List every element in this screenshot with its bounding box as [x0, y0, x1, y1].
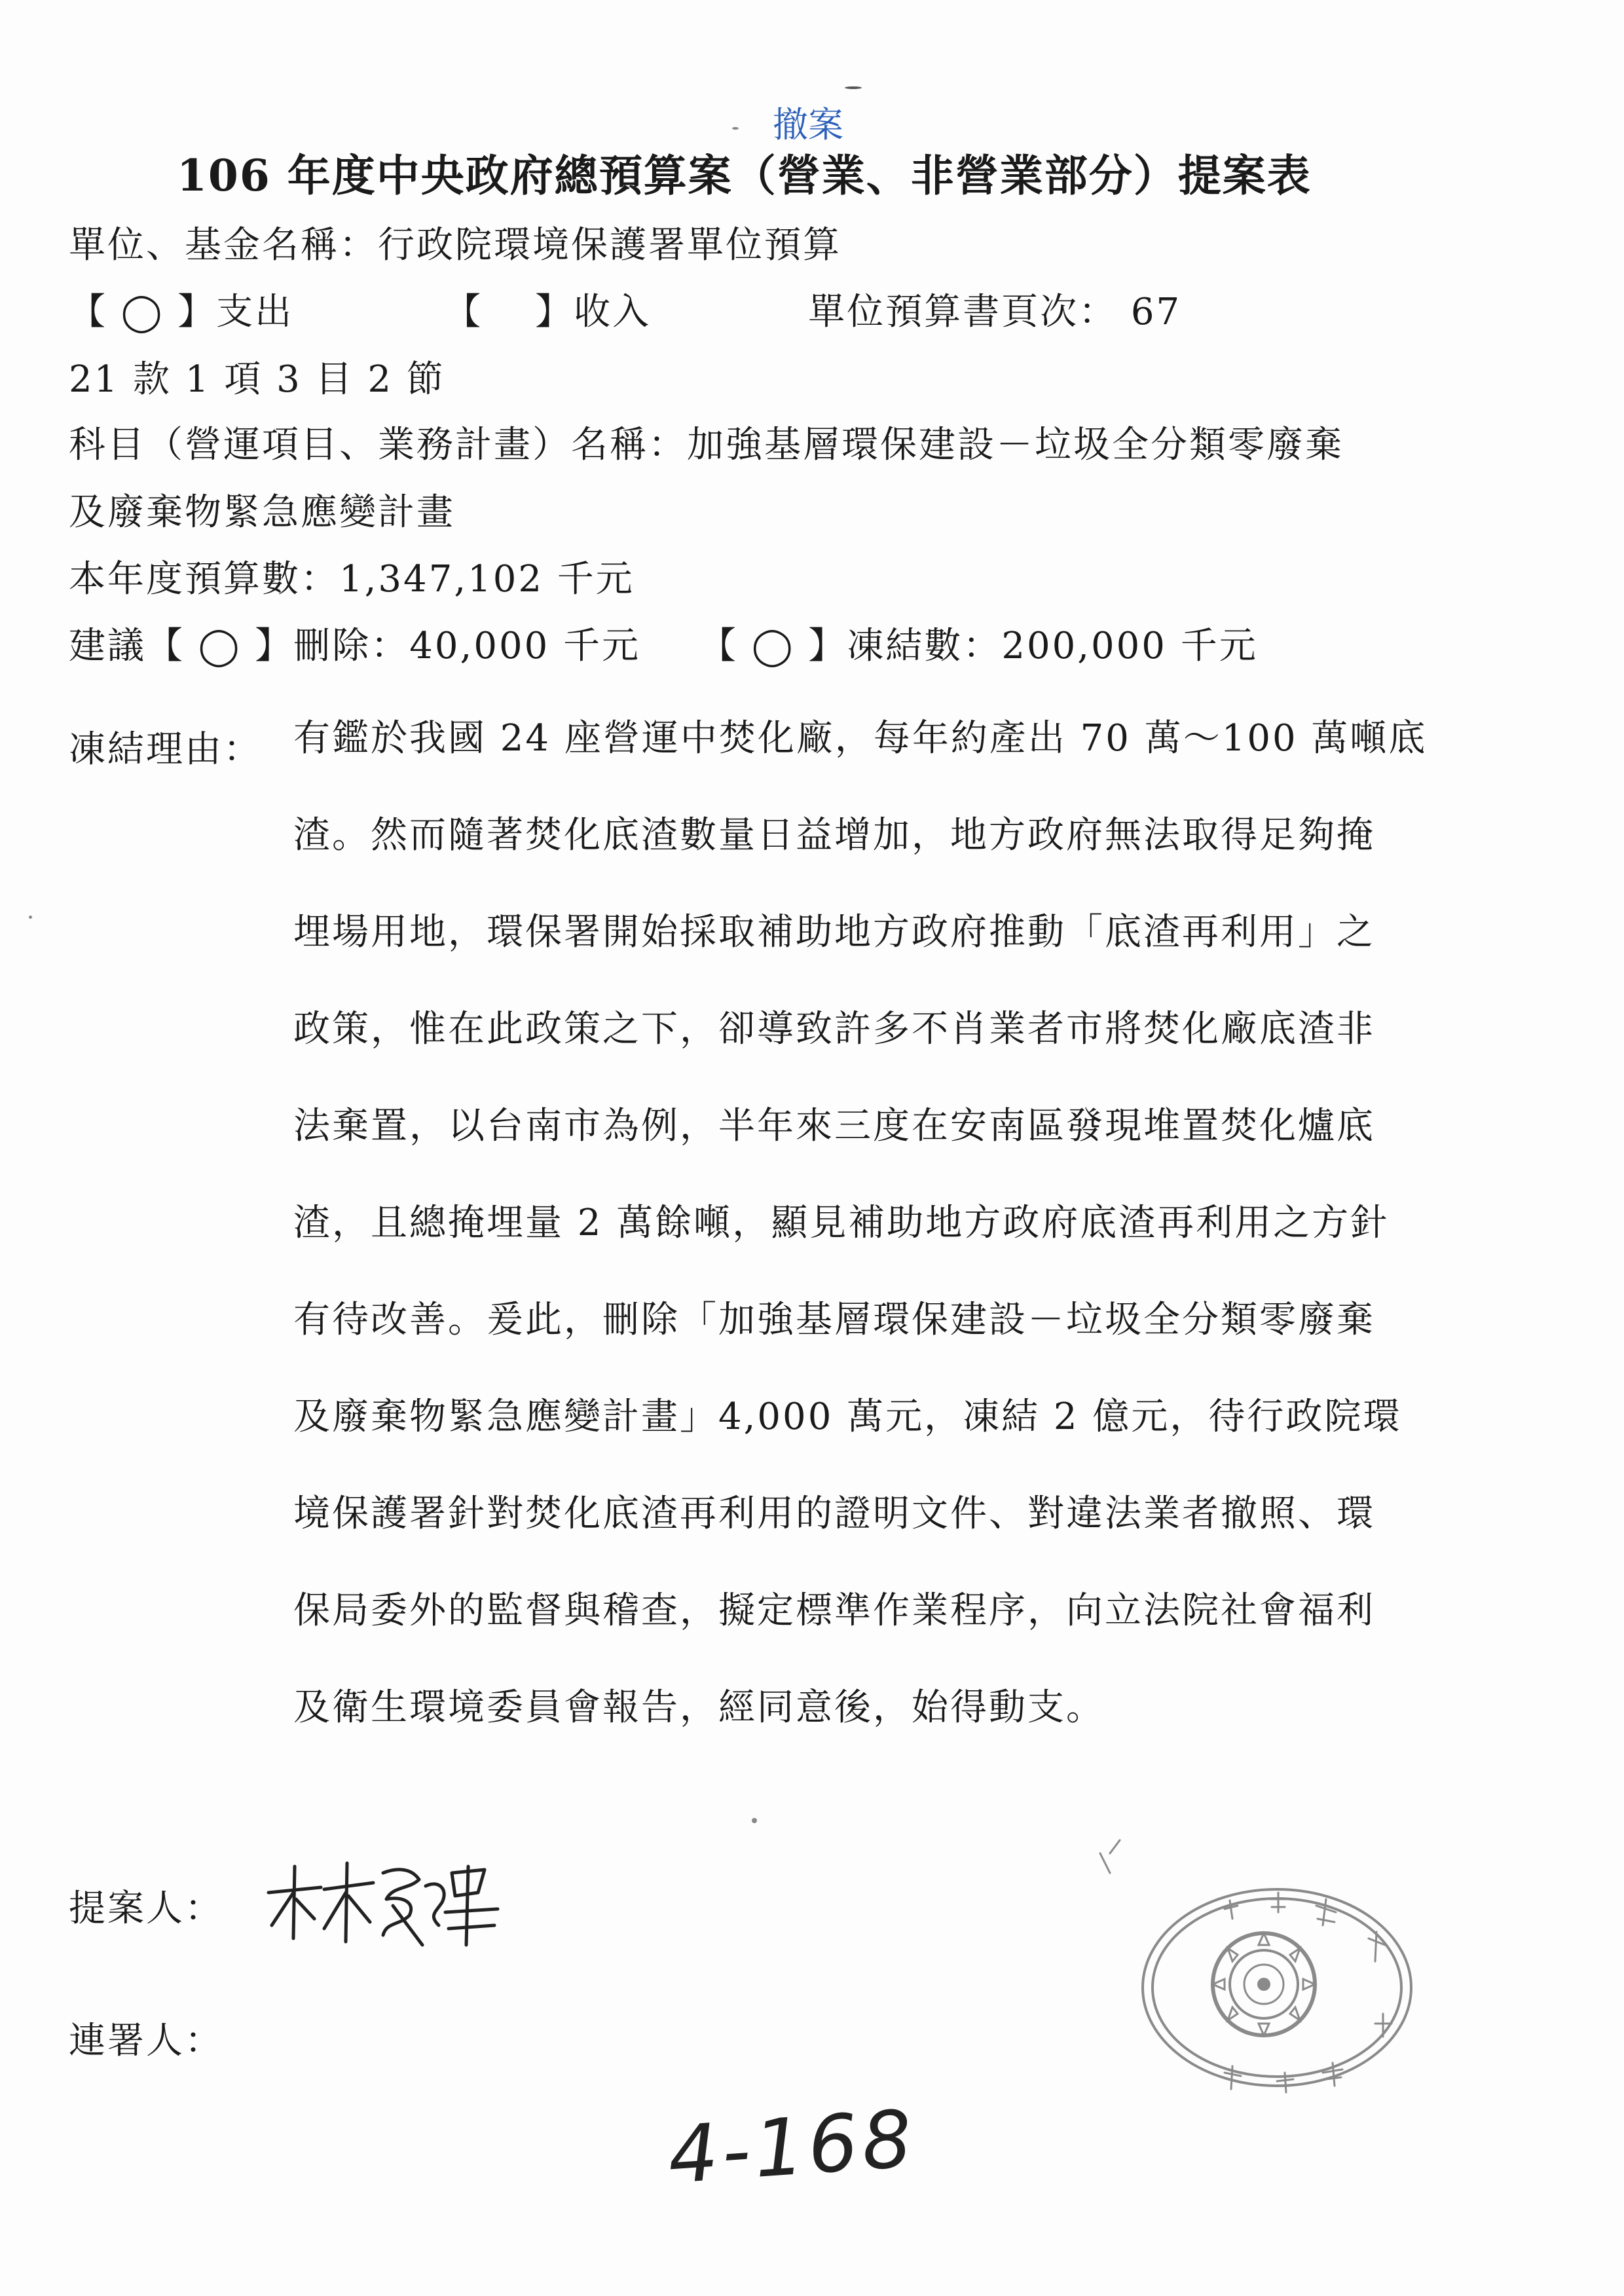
scan-speck	[845, 86, 862, 89]
expense-checkbox: 【 ◯ 】	[69, 291, 217, 333]
proposer-label: 提案人：	[69, 1887, 223, 1930]
reason-line: 境保護署針對焚化底渣再利用的證明文件、對違法業者撤照、環	[293, 1492, 1375, 1535]
reason-line: 渣，且總掩埋量 2 萬餘噸，顯見補助地方政府底渣再利用之方針	[293, 1202, 1390, 1244]
page-title: 106 年度中央政府總預算案（營業、非營業部分）提案表	[177, 150, 1312, 201]
reason-line: 渣。然而隨著焚化底渣數量日益增加，地方政府無法取得足夠掩	[293, 814, 1375, 857]
reason-line: 法棄置，以台南市為例，半年來三度在安南區發現堆置焚化爐底	[293, 1105, 1375, 1147]
reason-line: 及廢棄物緊急應變計畫」4,000 萬元，凍結 2 億元，待行政院環	[293, 1396, 1402, 1438]
income-label: 收入	[574, 291, 652, 333]
withdrawn-stamp: 撤案	[773, 104, 843, 145]
reason-line: 及衛生環境委員會報告，經同意後，始得動支。	[293, 1686, 1105, 1729]
scan-speck	[732, 127, 739, 130]
subject-line-2: 及廢棄物緊急應變計畫	[69, 491, 455, 534]
subject-line-1: 科目（營運項目、業務計畫）名稱：加強基層環保建設－垃圾全分類零廢棄	[69, 424, 1344, 466]
type-line	[69, 283, 1181, 335]
reason-line: 保局委外的監督與稽查，擬定標準作業程序，向立法院社會福利	[293, 1589, 1375, 1632]
scan-speck	[29, 916, 32, 919]
reason-line: 埋場用地，環保署開始採取補助地方政府推動「底渣再利用」之	[293, 911, 1375, 954]
proposer-signature-image	[262, 1853, 511, 1952]
delete-amount: 刪除：40,000 千元	[293, 625, 641, 667]
budget-page-label: 單位預算書頁次：	[808, 291, 1118, 333]
expense-label: 支出	[216, 291, 294, 333]
freeze-checkbox: 【 ◯ 】	[699, 625, 847, 667]
freeze-reason-label: 凍結理由：	[69, 728, 262, 771]
freeze-reason-text	[293, 690, 1538, 1756]
delete-checkbox: 【 ◯ 】	[146, 625, 294, 667]
freeze-amount: 凍結數：200,000 千元	[847, 625, 1258, 667]
proposal-line	[69, 617, 1258, 669]
page-number: 4-168	[665, 2093, 919, 2202]
reason-line: 政策，惟在此政策之下，卻導致許多不肖業者市將焚化廠底渣非	[293, 1008, 1375, 1050]
proposal-prefix: 建議	[69, 625, 146, 667]
scan-speck	[752, 1818, 757, 1823]
budget-code: 21 款 1 項 3 目 2 節	[69, 358, 445, 401]
unit-fund-name: 單位、基金名稱：行政院環境保護署單位預算	[69, 224, 841, 267]
budget-page-value: 67	[1130, 291, 1182, 333]
annual-budget: 本年度預算數：1,347,102 千元	[69, 558, 635, 601]
reason-line: 有待改善。爰此，刪除「加強基層環保建設－垃圾全分類零廢棄	[293, 1299, 1375, 1341]
official-seal	[1061, 1827, 1428, 2115]
income-checkbox: 【 】	[444, 291, 574, 333]
cosigner-label: 連署人：	[69, 2020, 223, 2062]
reason-line: 有鑑於我國 24 座營運中焚化廠，每年約產出 70 萬～100 萬噸底	[293, 717, 1428, 760]
